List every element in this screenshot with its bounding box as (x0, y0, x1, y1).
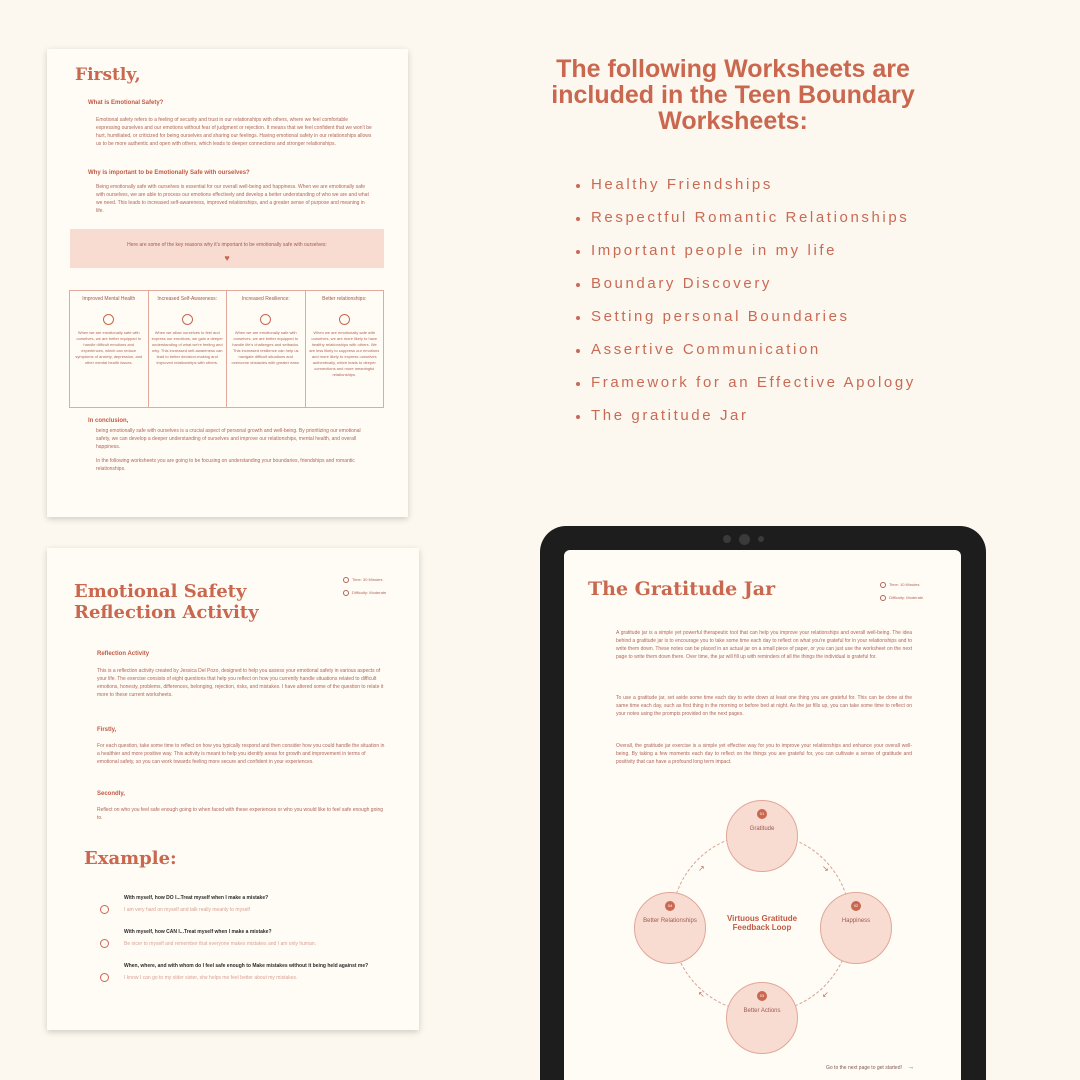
example-item: When, where, and with whom do I feel safe enough to Make mistakes without it being held against me? I know I can go to my older sister, she helps me feel better about my mistakes. (97, 962, 397, 982)
loop-node-better-relationships: 04 Better Relationships (634, 892, 706, 964)
paragraph: This is a reflection activity created by Jessica Del Pozo, designed to help you assess your emotional safety in various aspects of your life. The exercise consists of eight questions that help you reflect on how you currently handle situations related to difficult emotions, honesty, problems, differences, belonging, rejection, risks, and mistakes. I have altered some of the question to relate it more to these current worksheets. (97, 668, 384, 698)
page-title: Firstly, (75, 65, 141, 85)
worksheet-page-firstly (47, 49, 408, 517)
list-item: Framework for an Effective Apology (576, 374, 916, 407)
paragraph: For each question, take some time to reflect on how you typically respond and then consider how you could handle the situation in a healthier and more positive way. This activity is meant to help you identify areas for growth and improvement in terms of emotional safety, so you can work towards feeling more secure and confident in your experiences. (97, 743, 385, 765)
paragraph: In the following worksheets you are going to be focusing on understanding your boundaries, friendships and romantic relationships. (96, 458, 355, 472)
bullet-icon (576, 382, 580, 386)
arrow-right-icon: → (907, 1064, 915, 1071)
loop-node-happiness: 02 Happiness (820, 892, 892, 964)
tablet-device (540, 526, 986, 1080)
arrow-icon: ↙ (822, 990, 829, 999)
head-icon (182, 314, 193, 325)
sensor-icon (723, 535, 731, 543)
list-item: Assertive Communication (576, 341, 916, 374)
example-item: With myself, how CAN I...Treat myself when I make a mistake? Be nicer to myself and remember that everyone makes mistakes and I am only human. (97, 928, 397, 948)
section-heading: Firstly, (97, 727, 117, 733)
reason-cell: Increased Self-Awareness: When we allow ourselves to feel and express our emotions, we gain a deeper understanding of what we're feeling and why. This increased self-awareness can lead to better decision-making and improved relationships with others. (149, 291, 228, 407)
answer-icon (100, 939, 109, 948)
bullet-icon (576, 217, 580, 221)
difficulty-icon (880, 595, 886, 601)
paragraph: To use a gratitude jar, set aside some time each day to write down at least one thing you are grateful for. This can be done at the same time each day, such as first thing in the morning or before bed at night. As the jar fills up, you can take some time to reflect on your notes using the prompts provided on the next pages. (616, 695, 912, 717)
next-page-link[interactable]: Go to the next page to get started! → (826, 1064, 915, 1071)
bullet-icon (576, 415, 580, 419)
meta-info: Time: 30 Minutes Difficulty: Moderate (343, 573, 386, 599)
list-item: Boundary Discovery (576, 275, 916, 308)
section-heading: Why is important to be Emotionally Safe with ourselves? (88, 170, 250, 176)
page-title: The Gratitude Jar (588, 578, 776, 600)
worksheet-list (576, 176, 916, 440)
loop-title: Virtuous Gratitude Feedback Loop (726, 914, 798, 932)
meta-info: Time: 10 Minutes Difficulty: Moderate (880, 578, 923, 604)
arrow-icon: ↘ (822, 864, 829, 873)
section-heading: What is Emotional Safety? (88, 100, 164, 106)
arrow-icon: ↗ (698, 864, 705, 873)
list-item: Healthy Friendships (576, 176, 916, 209)
loop-node-better-actions: 03 Better Actions (726, 982, 798, 1054)
reason-cell: Increased Resilience: When we are emotionally safe with ourselves, we are better equipped to handle life's challenges and setbacks. This increased resilience can help us navigate difficult situations and overcome obstacles with greater ease. (227, 291, 306, 407)
clock-icon (880, 582, 886, 588)
paragraph: being emotionally safe with ourselves is a crucial aspect of personal growth and well-being. By prioritizing our emotional safety, we can develop a deeper understanding of ourselves and improve our relationships, mental health, and overall happiness. (96, 428, 361, 450)
section-heading: Secondly, (97, 791, 125, 797)
head-icon (339, 314, 350, 325)
head-icon (103, 314, 114, 325)
paragraph: A gratitude jar is a simple yet powerful therapeutic tool that can help you improve your relationships and overall well-being. The idea behind a gratitude jar is to encourage you to take some time each day to reflect on what you're grateful for in your relationships and to write them down. These notes can be placed in an actual jar on a small piece of paper, or you can just use the worksheet on the next page to write them down there. Over time, the jar will fill up with reminders of all the things the individual is grateful for. (616, 630, 912, 660)
loop-node-gratitude: 01 Gratitude (726, 800, 798, 872)
example-item: With myself, how DO I...Treat myself when I make a mistake? I am very hard on myself and talk really meanly to myself (97, 894, 397, 914)
bullet-icon (576, 283, 580, 287)
worksheets-heading: The following Worksheets are included in the Teen Boundary Worksheets: (551, 55, 915, 135)
bullet-icon (576, 349, 580, 353)
paragraph: Emotional safety refers to a feeling of security and trust in our relationships with others, where we feel comfortable expressing ourselves and our emotions without fear of judgment or rejection. It means that we feel confident that we won't be hurt, humiliated, or criticized for being ourselves and sharing our feelings. Having emotional safety in our relationships allows us to be more authentic and open with others, which leads to deeper connections and stronger relationships. (96, 117, 372, 147)
arrow-icon: ↖ (698, 990, 705, 999)
reason-cell: Better relationships: When we are emotionally safe with ourselves, we are more likely to have healthy relationships with others. We are less likely to suppress our emotions and more likely to express ourselves authentically, which leads to deeper connections and more meaningful relationships. (309, 296, 380, 377)
list-item: Setting personal Boundaries (576, 308, 916, 341)
paragraph: Reflect on who you feel safe enough going to when faced with these experiences or who you would like to feel safe enough going to. (97, 807, 384, 821)
reason-cell: Improved Mental Health When we are emotionally safe with ourselves, we are better equipped to handle difficult emotions and experiences, which can reduce symptoms of anxiety, depression, and other mental health issues. (70, 291, 149, 407)
sensor-icon (758, 536, 764, 542)
page-title: Emotional Safety Reflection Activity (74, 581, 259, 623)
list-item: Respectful Romantic Relationships (576, 209, 916, 242)
bullet-icon (576, 184, 580, 188)
band-text: Here are some of the key reasons why it's important to be emotionally safe with ourselves: (127, 242, 327, 248)
head-icon (260, 314, 271, 325)
clock-icon (343, 577, 349, 583)
answer-icon (100, 905, 109, 914)
tablet-screen (564, 550, 961, 1080)
section-heading: In conclusion, (88, 418, 129, 424)
answer-icon (100, 973, 109, 982)
example-title: Example: (84, 848, 177, 869)
key-reasons-band (70, 229, 384, 268)
paragraph: Being emotionally safe with ourselves is essential for our overall well-being and happiness. When we are emotionally safe with ourselves, we are able to process our emotions effectively and develop a better understanding of who we are and what we need. This leads to increased self-awareness, improved relationships, and a greater sense of purpose and meaning in life. (96, 184, 369, 214)
camera-icon (739, 534, 750, 545)
difficulty-icon (343, 590, 349, 596)
list-item: The gratitude Jar (576, 407, 916, 440)
worksheet-page-reflection (47, 548, 419, 1030)
bullet-icon (576, 316, 580, 320)
reasons-grid (69, 290, 384, 408)
section-heading: Reflection Activity (97, 651, 150, 657)
list-item: Important people in my life (576, 242, 916, 275)
paragraph: Overall, the gratitude jar exercise is a simple yet effective way for you to improve your relationships and enhance your overall well-being. By taking a few moments each day to reflect on the things you are grateful for, you can cultivate a sense of gratitude and positivity that can have a profound long term impact. (616, 743, 912, 765)
bullet-icon (576, 250, 580, 254)
heart-icon: ♥ (224, 253, 230, 263)
